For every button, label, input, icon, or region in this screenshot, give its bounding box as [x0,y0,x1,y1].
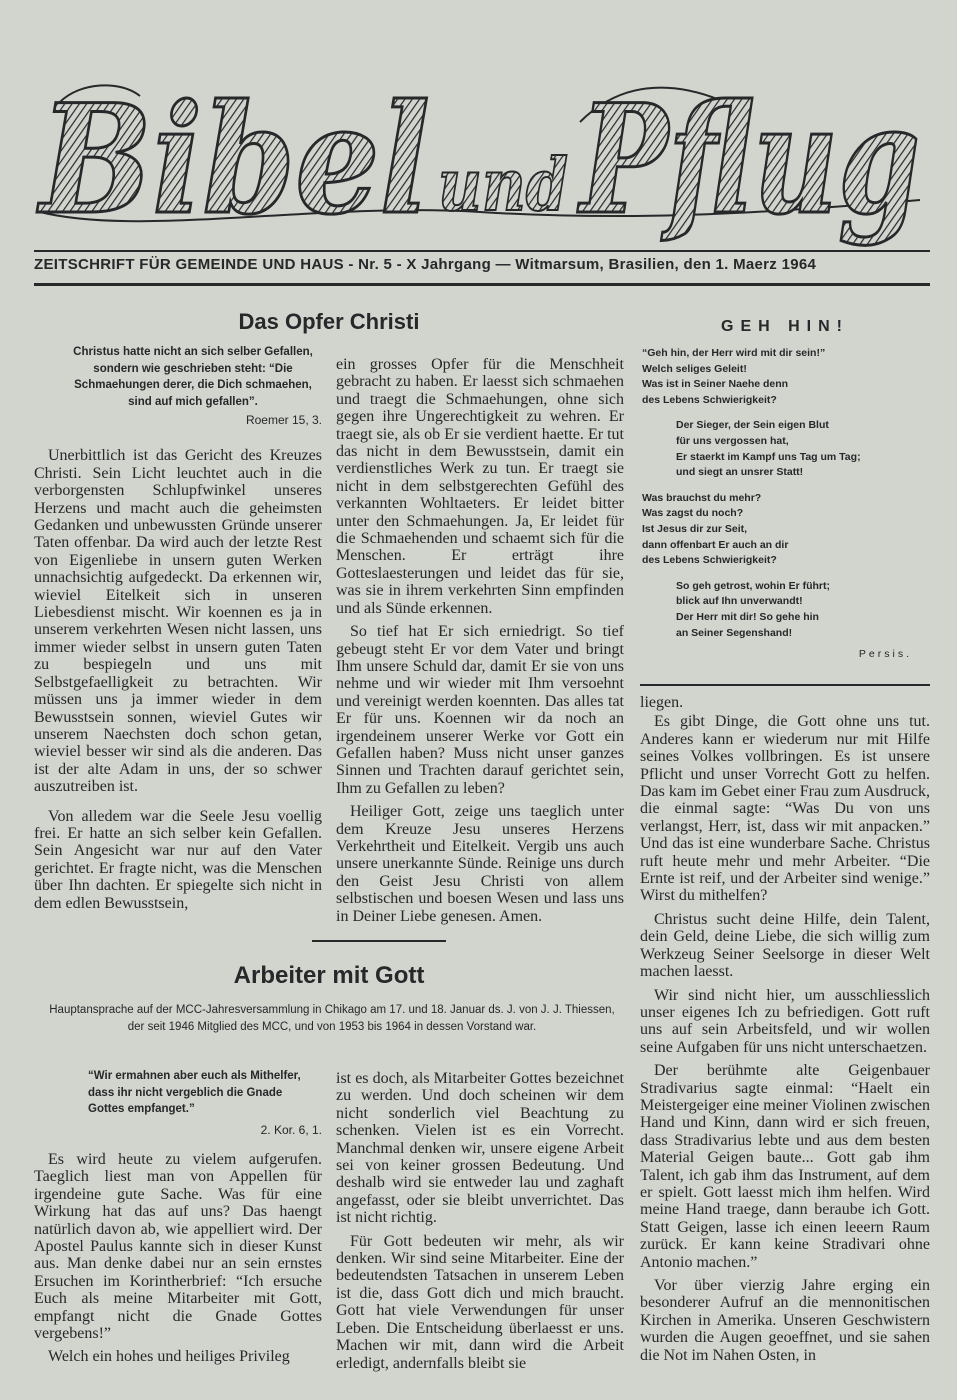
poem-line: Welch seliges Geleit! [642,362,747,375]
article1-paragraph: So tief hat Er sich erniedrigt. So tief gebeugt steht Er vor dem Vater und bringt Ihm unsere Schuld dar, damit Er sie von uns nehme und wir wieder mit Ihm versoehnt und vereinigt werden koennten. Das alles tat Er für uns. Koennen wir da noch an irgendeinem unserer Werke vor Gott ein Gefallen haben? Muss nicht unser ganzes Sinnen und Trachten darauf gerichtet sein, Ihm zu Gefallen zu leben? [336,623,624,797]
poem-line: Er staerkt im Kampf uns Tag um Tag; [676,450,861,463]
poem-stanza [642,579,932,641]
poem-stanza [642,346,932,408]
poem-text [642,346,932,663]
article2-paragraph: Wir sind nicht hier, um ausschliesslich unser eigenes Ich zu befriedigen. Gott ruft uns auf sein Arbeitsfeld, und wir wollen seine Aufgaben für uns nicht unterschaetzen. [640,986,930,1056]
poem-stanza [642,418,932,480]
poem-line: blick auf Ihn unverwandt! [676,595,803,608]
article2-column-3 [640,694,930,1370]
poem-line: Was ist in Seiner Naehe denn [642,378,789,391]
poem-line: Der Herr mit dir! So gehe hin [676,610,819,623]
poem-divider [640,684,930,686]
article2-paragraph: Der berühmte alte Geigenbauer Stradivarius sagte einmal: “Haelt ein Meistergeiger eine meiner Violinen zwischen Hand und Kinn, dann wird er sich freuen, dass Stradivarius lebte und aus dem besten Material Geigen baute... Gott gab ihm Talent, ich gab ihm das Instrument, auf dem er spielt. Gott laesst mich ihm helfen. Wird meine Hand traege, dann beraube ich Gott. Statt Geigen, lasse ich einen leeern Raum zurück. Er kann keine Stradivari ohne Antonio machen.” [640,1062,930,1271]
article2-paragraph: Welch ein hohes und heiliges Privileg [48,1348,290,1366]
article1-quote-ref: Roemer 15, 3. [245,413,322,427]
poem-stanza [642,491,932,569]
masthead-word-bibel: Bibel [36,72,431,248]
poem-line: des Lebens Schwierigkeit? [642,393,777,406]
article1-paragraph: Unerbittlich ist das Gericht des Kreuzes Christi. Sein Licht leuchtet auch in die verborgensten Schlupfwinkel unseres Herzens und macht auch die geheimsten Gedanken und unbewussten Gründe unserer Taten offenbar. Da wird auch der letzte Rest von Eigenliebe in unsern guten Werken unnachsichtig aufgedeckt. Da erkennen wir, wieviel Eitelkeit sich in unseren Liebesdienst mischt. Wir koennen es ja in unserem verkehrten Wesen nicht lassen, uns immer wieder selbst in unsern guten Taten zu bespiegeln und uns mit Selbstgefaelligkeit zu betrachten. Wir müssen uns ja immer wieder in dem Bewusstsein sonnen, wieviel Gutes wir unserem Naechsten doch schon getan, wieviel besser wir sind als die anderen. Das ist der alte Adam in uns, der so schwer auszutreiben ist. [34,447,322,796]
article2-column-1 [34,1068,322,1372]
article1-column-2 [336,356,624,931]
poem-line: So geh getrost, wohin Er führt; [676,579,830,592]
article2-paragraph: Es gibt Dinge, die Gott ohne uns tut. Anderes kann er wiederum nur mit Hilfe seines Volkes vollbringen. Es ist unsere Pflicht und unser Vorrecht Gott zu helfen. Das kam im Gebet einer Frau zum Ausdruck, die einmal sagte: “Was Du von uns verlangst, Herr, ist, dass wir mit anpacken.” Und das ist eine wunderbare Sache. Christus ruft heute mehr und mehr Arbeiter. “Die Ernte ist reif, und der Arbeiter sind wenige.” Wirst du mithelfen? [640,713,930,905]
article2-divider [312,940,446,942]
article1-title: Das Opfer Christi [238,309,420,334]
poem-line: an Seiner Segenshand! [676,626,793,639]
poem-line: Was brauchst du mehr? [642,491,762,504]
poem-line: Der Sieger, der Sein eigen Blut [676,419,829,432]
poem-author: Persis. [858,648,912,661]
article2-quote-ref: 2. Kor. 6, 1. [260,1122,322,1137]
masthead-rule-bottom [34,283,930,286]
issue-line: ZEITSCHRIFT FÜR GEMEINDE UND HAUS - Nr. 5 - X Jahrgang — Witmarsum, Brasilien, den 1. Maerz 1964 [34,256,817,273]
poem-line: “Geh hin, der Herr wird mit dir sein!” [642,347,826,359]
article1-paragraph: Heiliger Gott, zeige uns taeglich unter dem Kreuze Jesu unseres Herzens Verkehrtheit und Eitelkeit. Vergib uns auch unsere unerkannte Sünde. Reinige uns durch den Geist Jesu Christi von allem selbstischen und boesen Wesen und lass uns in Deiner Liebe genesen. Amen. [336,803,624,925]
article1-column-1 [34,344,322,918]
article2-intro: Hauptansprache auf der MCC-Jahresversammlung in Chikago am 17. und 18. Januar ds. J. von J. J. Thiessen, der seit 1946 Mitglied des MCC, und von 1953 bis 1964 in dessen Vorstand war. [49,1004,615,1033]
article1-paragraph: Von alledem war die Seele Jesu voellig frei. Er hatte an sich selber kein Gefallen. Sein Angesicht war nur auf den Vater gerichtet. Er fragte nicht, was die Menschen über Ihn dachten. Er spiegelte sich nicht in dem edlen Bewusstsein, [34,807,322,912]
article2-title: Arbeiter mit Gott [233,962,425,989]
masthead-word-und: und [438,142,568,227]
article2-quote: “Wir ermahnen aber euch als Mithelfer, dass ihr nicht vergeblich die Gnade Gottes empfanget.” [88,1070,301,1115]
masthead-rule-top [34,250,930,252]
article2-paragraph: Es wird heute zu vielem aufgerufen. Taeglich liest man von Appellen für irgendeine gute Sache. Was für eine Wirkung hat das auf uns? Das haengt natürlich davon ab, wie appelliert wird. Der Apostel Paulus kannte sich in dieser Kunst aus. Man denke dabei nur an sein ernstes Ersuchen im Korintherbrief: “Ich ersuche Euch als meine Mitarbeiter mit Gott, empfangt nicht die Gnade Gottes vergebens!” [34,1150,322,1342]
poem-line: des Lebens Schwierigkeit? [642,554,777,567]
masthead-logo [20,62,930,252]
poem-line: Was zagst du noch? [642,507,744,520]
article1-quote: Christus hatte nicht an sich selber Gefallen, sondern wie geschrieben steht: “Die Schmaehungen derer, die Dich schmaehen, sind auf mich gefallen”. [73,346,313,408]
article2-paragraph: liegen. [640,694,684,711]
masthead-word-pflug: Pflug [576,72,920,248]
poem-line: und siegt an unsrer Statt! [676,466,804,479]
article2-paragraph: Christus sucht deine Hilfe, dein Talent, dein Geld, deine Liebe, die sich willig zum Werkzeug Seiner Seelsorge in dieser Welt machen laesst. [640,910,930,981]
article2-paragraph: Für Gott bedeuten wir mehr, als wir denken. Wir sind seine Mitarbeiter. Eine der bedeutendsten Tatsachen in unserem Leben ist die, dass Gott dich und mich braucht. Gott hat viele Verwendungen für unser Leben. Die Entscheidung überlaesst er uns. Machen wir mit, dann wird die Arbeit erledigt, andernfalls bleibt sie [336,1232,624,1372]
poem-line: Ist Jesus dir zur Seit, [642,522,748,535]
poem-line: für uns vergossen hat, [676,434,789,447]
article2-column-2 [336,1070,624,1378]
poem-title: GEH HIN! [721,318,849,335]
article2-paragraph: Vor über vierzig Jahre erging ein besonderer Aufruf an die mennonitischen Kirchen in Amerika. Unseren Geschwistern wurden die Augen geoeffnet, und sie sahen die Not im Nahen Osten, in [640,1277,930,1364]
poem-line: dann offenbart Er auch an dir [642,538,789,551]
article1-paragraph: ein grosses Opfer für die Menschheit gebracht zu haben. Er laesst sich schmaehen und traegt die Schmaehungen, ohne sich gegen ihre Ungerechtigkeit zu wehren. Er traegt sie, als ob Er sie verdient haette. Er tut das nicht in dem Bewusstsein, damit ein verdienstliches Werk zu tun. Er traegt sie nicht in dem selbstgerechten Gefühl des verkannten Wohltaeters. Er leidet bitter unter den Schmaehungen. Ja, Er leidet für die Schmaehenden und schaemt sich für die Menschen. Er erträgt ihre Gotteslaesterungen und leidet das für sie, was sie in ihrem verkehrten Sinn empfinden und als Sünde erkennen. [336,356,624,617]
article2-paragraph: ist es doch, als Mitarbeiter Gottes bezeichnet zu werden. Und doch scheinen wir dem nicht sonderlich viel Beachtung zu schenken. Vielen ist es ein Vorrecht. Manchmal denken wir, unsere eigene Arbeit sei von keiner grossen Bedeutung. Und deshalb wird sie entweder lau und zaghaft angefasst, oder sie bleibt unverrichtet. Das ist nicht richtig. [336,1070,624,1227]
